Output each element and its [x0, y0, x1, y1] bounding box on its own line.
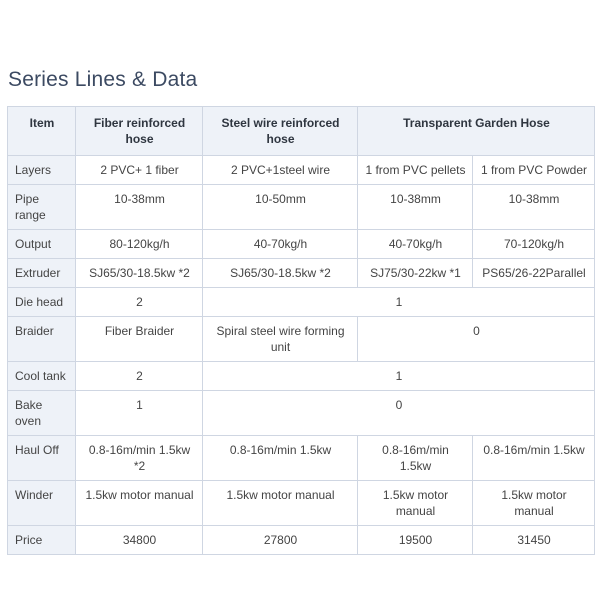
table-cell: 1.5kw motor manual — [76, 481, 203, 526]
table-cell: 1 — [203, 362, 595, 391]
table-row — [8, 436, 595, 481]
table-cell: 1.5kw motor manual — [473, 481, 595, 526]
table-header-row — [8, 107, 595, 156]
row-label-winder: Winder — [8, 481, 76, 526]
table-cell: 40-70kg/h — [203, 230, 358, 259]
table-cell: 0 — [358, 317, 595, 362]
header-transparent-hose: Transparent Garden Hose — [358, 107, 595, 156]
row-label-output: Output — [8, 230, 76, 259]
table-cell: SJ75/30-22kw *1 — [358, 259, 473, 288]
table-row — [8, 288, 595, 317]
table-cell: 2 — [76, 288, 203, 317]
table-cell: 19500 — [358, 526, 473, 555]
table-cell: 0.8-16m/min 1.5kw *2 — [76, 436, 203, 481]
table-row — [8, 230, 595, 259]
table-cell: 2 — [76, 362, 203, 391]
row-label-price: Price — [8, 526, 76, 555]
table-cell: 1 — [203, 288, 595, 317]
table-cell: 10-38mm — [358, 185, 473, 230]
table-cell: 31450 — [473, 526, 595, 555]
table-cell: 10-38mm — [473, 185, 595, 230]
table-cell: 0 — [203, 391, 595, 436]
row-label-layers: Layers — [8, 156, 76, 185]
table-row — [8, 362, 595, 391]
table-cell: 10-38mm — [76, 185, 203, 230]
table-cell: 34800 — [76, 526, 203, 555]
table-row — [8, 481, 595, 526]
table-cell: 40-70kg/h — [358, 230, 473, 259]
table-cell: 1 — [76, 391, 203, 436]
table-cell: 0.8-16m/min 1.5kw — [473, 436, 595, 481]
table-cell: 0.8-16m/min 1.5kw — [358, 436, 473, 481]
table-cell: Fiber Braider — [76, 317, 203, 362]
row-label-braider: Braider — [8, 317, 76, 362]
header-item: Item — [8, 107, 76, 156]
table-cell: 10-50mm — [203, 185, 358, 230]
row-label-haul-off: Haul Off — [8, 436, 76, 481]
table-cell: 1 from PVC Powder — [473, 156, 595, 185]
table-row — [8, 185, 595, 230]
table-row — [8, 317, 595, 362]
table-cell: 2 PVC+1steel wire — [203, 156, 358, 185]
table-cell: 2 PVC+ 1 fiber — [76, 156, 203, 185]
table-row — [8, 526, 595, 555]
row-label-pipe-range: Pipe range — [8, 185, 76, 230]
table-cell: 0.8-16m/min 1.5kw — [203, 436, 358, 481]
table-cell: PS65/26-22Parallel — [473, 259, 595, 288]
table-cell: SJ65/30-18.5kw *2 — [203, 259, 358, 288]
table-row — [8, 391, 595, 436]
row-label-extruder: Extruder — [8, 259, 76, 288]
row-label-die-head: Die head — [8, 288, 76, 317]
header-fiber-hose: Fiber reinforced hose — [76, 107, 203, 156]
table-row — [8, 156, 595, 185]
table-cell: 1.5kw motor manual — [358, 481, 473, 526]
series-data-table — [7, 106, 595, 555]
table-cell: 27800 — [203, 526, 358, 555]
table-cell: 1 from PVC pellets — [358, 156, 473, 185]
table-cell: 80-120kg/h — [76, 230, 203, 259]
table-cell: 70-120kg/h — [473, 230, 595, 259]
page-title: Series Lines & Data — [8, 68, 198, 91]
row-label-cool-tank: Cool tank — [8, 362, 76, 391]
table-cell: 1.5kw motor manual — [203, 481, 358, 526]
row-label-bake-oven: Bake oven — [8, 391, 76, 436]
header-steel-hose: Steel wire reinforced hose — [203, 107, 358, 156]
table-cell: SJ65/30-18.5kw *2 — [76, 259, 203, 288]
table-cell: Spiral steel wire forming unit — [203, 317, 358, 362]
table-row — [8, 259, 595, 288]
